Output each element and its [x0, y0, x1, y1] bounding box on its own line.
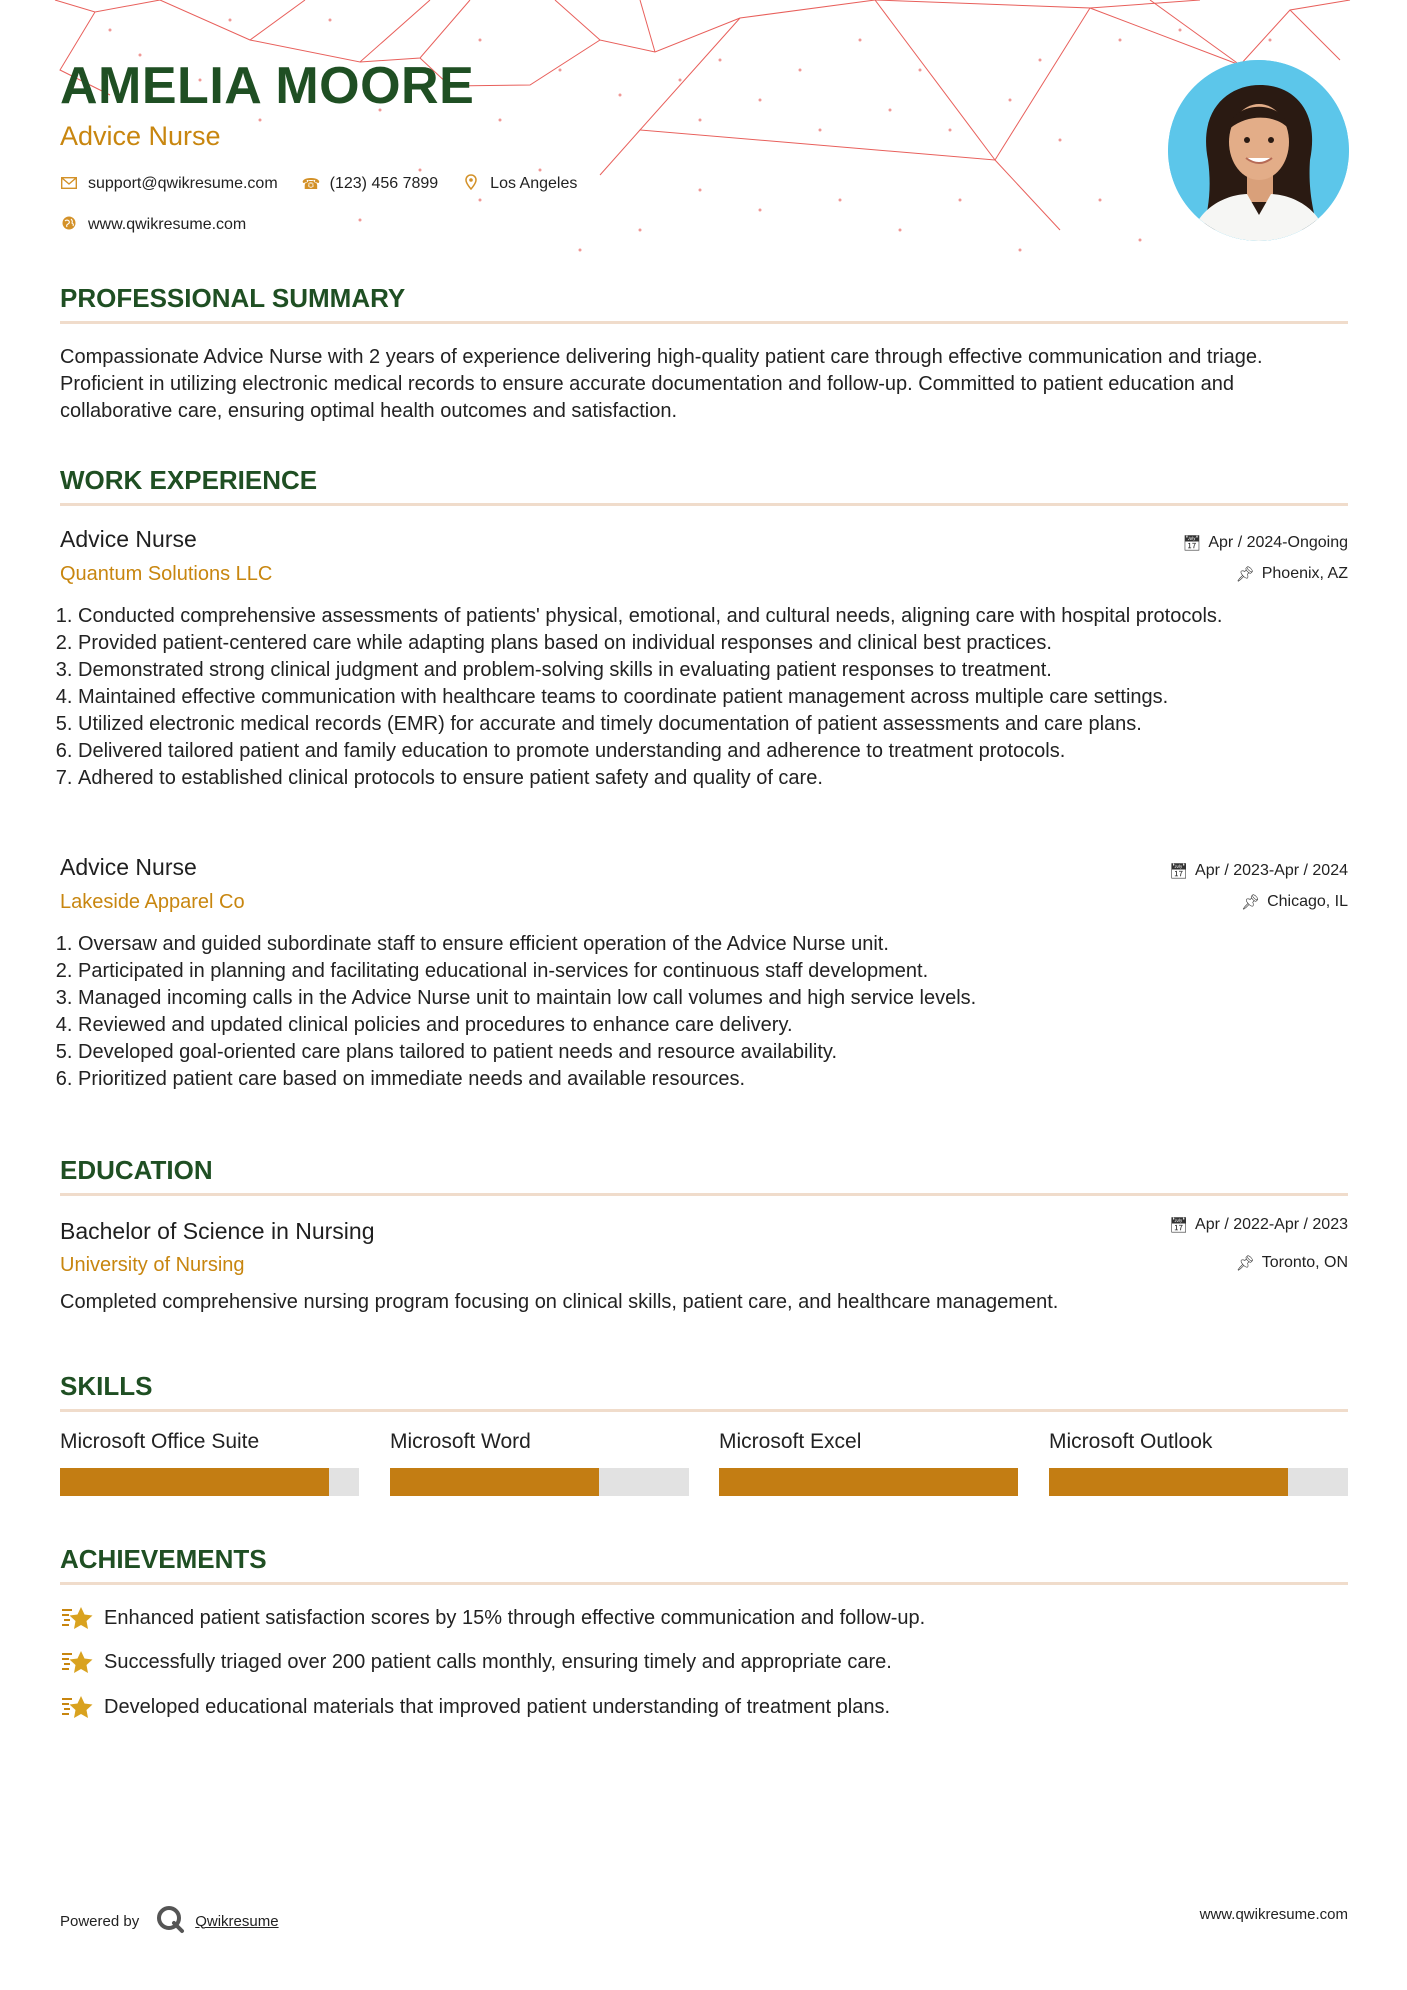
- list-item: 6. Delivered tailored patient and family education to promote understanding and adherence to treatment protocols.: [78, 738, 1350, 765]
- education-divider: [60, 1193, 1348, 1196]
- star-badge-icon: [60, 1604, 94, 1632]
- education-description: Completed comprehensive nursing program focusing on clinical skills, patient care, and healthcare management.: [60, 1291, 1059, 1313]
- achievements-divider: [60, 1582, 1348, 1585]
- job-location: [1236, 565, 1348, 583]
- list-item: 3. Managed incoming calls in the Advice Nurse unit to maintain low call volumes and high service levels.: [78, 985, 1350, 1012]
- map-pin-icon: [462, 174, 480, 194]
- skill-bar: [390, 1468, 689, 1496]
- skill-bar: [719, 1468, 1018, 1496]
- website-row: [60, 216, 246, 234]
- skill-bar-fill: [1049, 1468, 1288, 1496]
- list-item: 6. Prioritized patient care based on immediate needs and available resources.: [78, 1066, 1350, 1093]
- location-text: Los Angeles: [490, 175, 578, 192]
- list-item: 1. Conducted comprehensive assessments of patients' physical, emotional, and cultural needs, aligning care with hospital protocols.: [78, 603, 1350, 630]
- list-item: 3. Demonstrated strong clinical judgment and problem-solving skills in evaluating patient responses to treatment.: [78, 657, 1350, 684]
- job-company: Lakeside Apparel Co: [60, 891, 245, 913]
- pin-icon: 📌︎: [1241, 894, 1261, 911]
- skill-bar: [60, 1468, 359, 1496]
- skills-divider: [60, 1409, 1348, 1412]
- experience-divider: [60, 503, 1348, 506]
- education-location: [1236, 1254, 1348, 1272]
- skill-item: [60, 1430, 359, 1496]
- email-link[interactable]: support@qwikresume.com: [88, 175, 278, 192]
- footer-website[interactable]: www.qwikresume.com: [1199, 1906, 1348, 1923]
- achievement-item: [60, 1604, 925, 1632]
- achievement-text: Developed educational materials that improved patient understanding of treatment plans.: [104, 1695, 891, 1718]
- footer-powered: [60, 1904, 279, 1938]
- star-badge-icon: [60, 1648, 94, 1676]
- list-item: 4. Maintained effective communication with healthcare teams to coordinate patient management across multiple care settings.: [78, 684, 1350, 711]
- school-name: University of Nursing: [60, 1254, 245, 1276]
- degree-title: Bachelor of Science in Nursing: [60, 1218, 375, 1244]
- contact-row: [60, 174, 577, 194]
- education-location-text: Toronto, ON: [1261, 1254, 1348, 1271]
- candidate-title: Advice Nurse: [60, 121, 221, 151]
- achievement-text: Enhanced patient satisfaction scores by 15% through effective communication and follow-up.: [104, 1606, 926, 1629]
- skill-bar-fill: [390, 1468, 599, 1496]
- website-link[interactable]: www.qwikresume.com: [88, 216, 247, 233]
- skill-bar: [1049, 1468, 1348, 1496]
- job-dates: [1182, 534, 1348, 552]
- achievement-item: [60, 1648, 892, 1676]
- pin-icon: 📌︎: [1235, 566, 1255, 583]
- skill-name: Microsoft Word: [390, 1430, 531, 1453]
- summary-heading: PROFESSIONAL SUMMARY: [60, 283, 406, 313]
- skill-item: [719, 1430, 1018, 1496]
- education-dates: [1169, 1216, 1348, 1234]
- job-location: [1241, 893, 1348, 911]
- star-badge-icon: [60, 1693, 94, 1721]
- email-icon: [60, 176, 78, 193]
- candidate-name: AMELIA MOORE: [60, 57, 475, 115]
- job-company: Quantum Solutions LLC: [60, 563, 273, 585]
- pin-icon: 📌︎: [1235, 1255, 1255, 1272]
- job-title: Advice Nurse: [60, 854, 197, 880]
- skill-name: Microsoft Outlook: [1049, 1430, 1213, 1453]
- profile-photo: [1168, 60, 1349, 241]
- skill-item: [390, 1430, 689, 1496]
- calendar-icon: 📅︎: [1168, 1217, 1189, 1234]
- list-item: 4. Reviewed and updated clinical policies and procedures to enhance care delivery.: [78, 1012, 1350, 1039]
- summary-text: Compassionate Advice Nurse with 2 years of experience delivering high-quality patient care through effective communication and triage. Proficient in utilizing electronic medical records to ensure accurate documentation and follow-up. Committed to patient education and collaborative care, ensuring optimal health outcomes and satisfaction.: [60, 346, 1263, 422]
- job-bullets: [60, 931, 1350, 1093]
- qwikresume-logo-icon: [155, 1904, 185, 1938]
- list-item: 5. Developed goal-oriented care plans tailored to patient needs and resource availability.: [78, 1039, 1350, 1066]
- skill-name: Microsoft Excel: [719, 1430, 862, 1453]
- job-location-text: Phoenix, AZ: [1261, 565, 1348, 582]
- job-bullets: [60, 603, 1350, 792]
- job-dates-text: Apr / 2023-Apr / 2024: [1195, 862, 1348, 879]
- job-location-text: Chicago, IL: [1267, 893, 1348, 910]
- powered-by-text: Powered by: [60, 1912, 140, 1930]
- calendar-icon: 📅︎: [1168, 863, 1189, 880]
- list-item: 7. Adhered to established clinical protocols to ensure patient safety and quality of care.: [78, 765, 1350, 792]
- calendar-icon: 📅︎: [1182, 535, 1202, 552]
- job-dates-text: Apr / 2024-Ongoing: [1208, 534, 1348, 551]
- skills-heading: SKILLS: [60, 1371, 153, 1401]
- skill-name: Microsoft Office Suite: [60, 1430, 260, 1453]
- summary-divider: [60, 321, 1348, 324]
- list-item: 2. Provided patient-centered care while adapting plans based on individual responses and clinical best practices.: [78, 630, 1350, 657]
- phone-icon: ☎: [301, 176, 321, 193]
- experience-heading: WORK EXPERIENCE: [60, 465, 318, 495]
- skill-bar-fill: [60, 1468, 329, 1496]
- job-title: Advice Nurse: [60, 526, 197, 552]
- achievement-item: [60, 1693, 890, 1721]
- list-item: 1. Oversaw and guided subordinate staff to ensure efficient operation of the Advice Nurse unit.: [78, 931, 1350, 958]
- list-item: 5. Utilized electronic medical records (EMR) for accurate and timely documentation of patient assessments and care plans.: [78, 711, 1350, 738]
- job-dates: [1169, 862, 1348, 880]
- education-heading: EDUCATION: [60, 1155, 213, 1185]
- skill-item: [1049, 1430, 1348, 1496]
- achievement-text: Successfully triaged over 200 patient calls monthly, ensuring timely and appropriate care.: [104, 1650, 892, 1673]
- qwikresume-link[interactable]: Qwikresume: [195, 1912, 279, 1930]
- list-item: 2. Participated in planning and facilitating educational in-services for continuous staff development.: [78, 958, 1350, 985]
- achievements-heading: ACHIEVEMENTS: [60, 1544, 267, 1574]
- phone-text: (123) 456 7899: [329, 175, 439, 192]
- skill-bar-fill: [719, 1468, 1018, 1496]
- globe-icon: [60, 216, 78, 234]
- education-dates-text: Apr / 2022-Apr / 2023: [1195, 1216, 1348, 1233]
